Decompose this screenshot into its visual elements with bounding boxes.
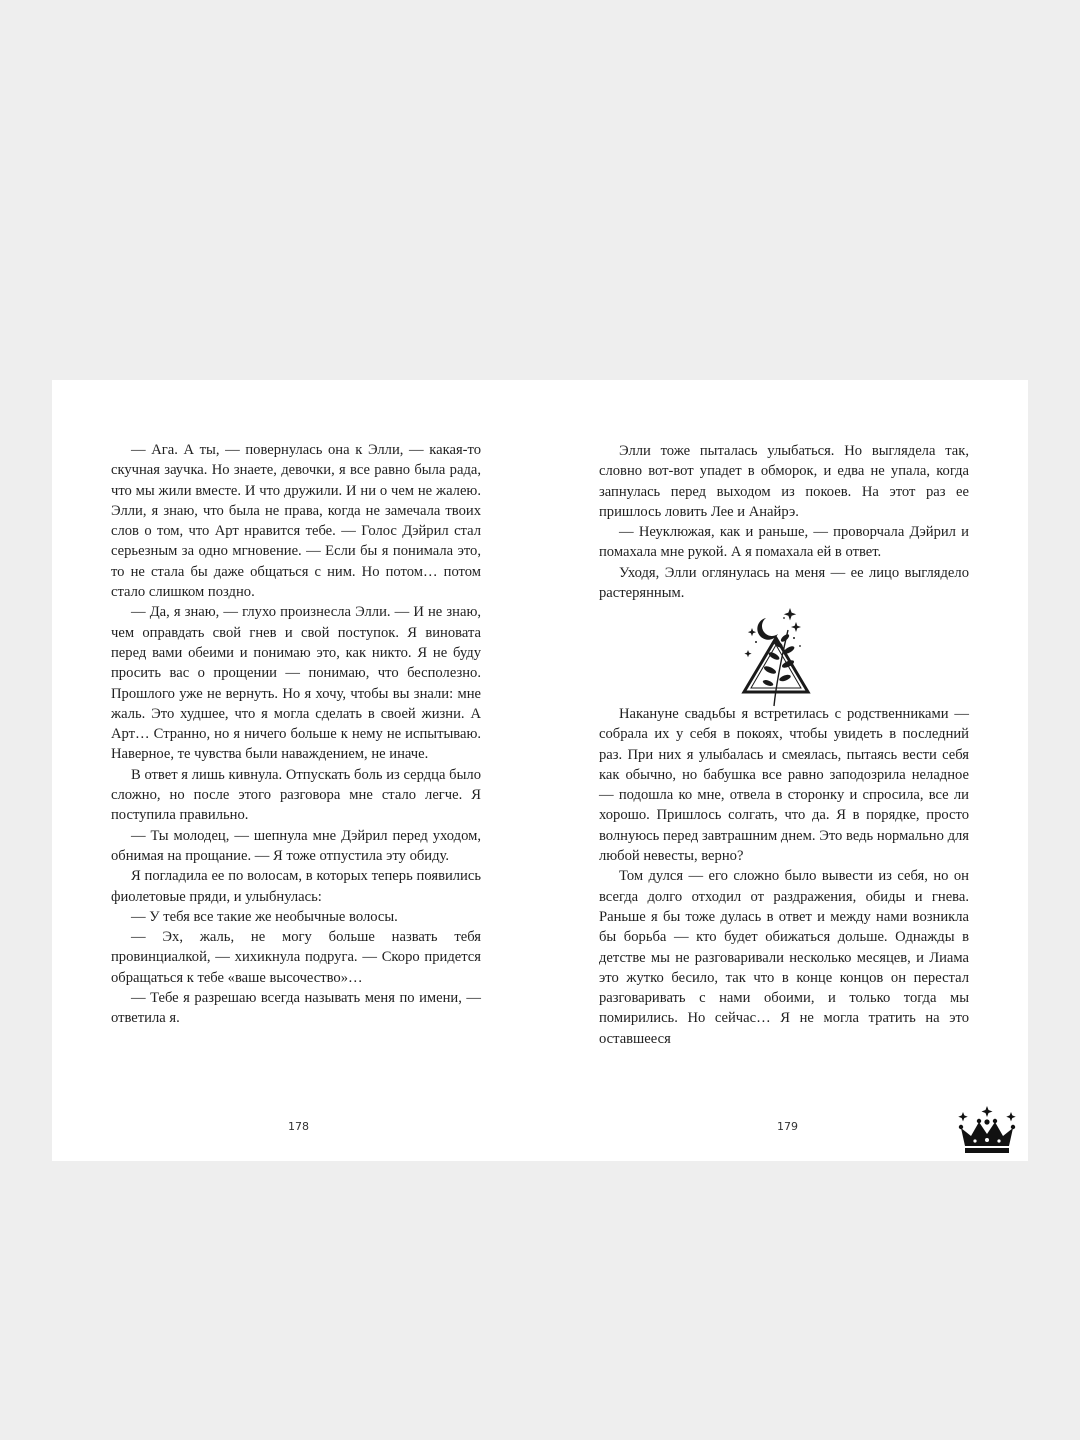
paragraph: — Эх, жаль, не могу больше назвать тебя провинциалкой, — хихикнула подруга. — Скоро придется обращаться к тебе «ваше высочество»… xyxy=(111,929,481,986)
paragraph: — Неуклюжая, как и раньше, — проворчала Дэйрил и помахала мне рукой. А я помахала ей в ответ. xyxy=(599,524,969,561)
paragraph: — У тебя все такие же необычные волосы. xyxy=(131,908,398,925)
paragraph: — Ага. А ты, — повернулась она к Элли, — какая-то скучная заучка. Но знаете, девочки, я все равно была рада, что мы жили вместе. И что дружили. И ни о чем не жалею. Элли, я знаю, что была не права, когда не замечала твоих слов о том, что Арт нравится тебе. — Голос Дэйрил стал серьезным за одно мгновение. — Если бы я понимала это, то не стала бы даже общаться с ним. Но потом… потом стало слишком поздно. xyxy=(111,442,481,601)
book-spread xyxy=(52,380,1028,1161)
left-page xyxy=(52,380,540,1161)
page-number-left: 178 xyxy=(288,1120,309,1133)
paragraph: Элли тоже пыталась улыбаться. Но выглядела так, словно вот-вот упадет в обморок, и едва не упала, когда запнулась перед выходом из покоев. На этот раз ее пришлось ловить Лее и Анайрэ. xyxy=(599,443,969,520)
triangle-moon-leaf-ornament-icon xyxy=(738,608,814,708)
right-page xyxy=(540,380,1028,1161)
paragraph: Уходя, Элли оглянулась на меня — ее лицо выглядело растерянным. xyxy=(599,564,969,602)
crown-icon xyxy=(955,1106,1019,1154)
paragraph: Я погладила ее по волосам, в которых теперь появились фиолетовые пряди, и улыбнулась: xyxy=(111,868,481,905)
paragraph: Том дулся — его сложно было вывести из себя, но он всегда долго отходил от раздражения, обиды и гнева. Раньше я бы тоже дулась в ответ и между нами возникла бы борьба — кто будет обижаться дольше. Однажды в детстве мы не разговаривали несколько месяцев, и Лиама это жутко бесило, так что в конце концов он перестал разговаривать с нами обоими, и только тогда мы помирились. Но сейчас… Я не могла тратить на это оставшееся xyxy=(599,868,969,1047)
paragraph: — Тебе я разрешаю всегда называть меня по имени, — ответила я. xyxy=(111,990,481,1027)
left-page-text xyxy=(111,440,481,1029)
page-number-right: 179 xyxy=(777,1120,798,1133)
paragraph: Накануне свадьбы я встретилась с родственниками — собрала их у себя в покоях, чтобы увидеть в последний раз. При них я улыбалась и смеялась, пытаясь вести себя как обычно, но бабушка все равно заподозрила неладное — подошла ко мне, отвела в сторонку и спросила, все ли хорошо. Пришлось солгать, что да. Я в порядке, просто волнуюсь перед завтрашним днем. Это ведь нормально для любой невесты, верно? xyxy=(599,706,969,865)
right-page-text-top xyxy=(599,441,969,603)
paragraph: — Ты молодец, — шепнула мне Дэйрил перед уходом, обнимая на прощание. — Я тоже отпустила эту обиду. xyxy=(111,827,481,864)
paragraph: — Да, я знаю, — глухо произнесла Элли. — И не знаю, чем оправдать свой гнев и свой поступок. Я виновата перед вами обеими и понимаю это, как никто. Я не буду просить вас о прощении — понимаю, что бесполезно. Прошлого уже не вернуть. Но я хочу, чтобы вы знали: мне жаль. Это худшее, что я могла сделать в своей жизни. А Арт… Странно, но я ничего больше к нему не испытываю. Наверное, те чувства были наваждением, не иначе. xyxy=(111,604,481,763)
right-page-text-bottom xyxy=(599,704,969,1049)
paragraph: В ответ я лишь кивнула. Отпускать боль из сердца было сложно, но после этого разговора мне стало легче. Я поступила правильно. xyxy=(111,766,481,824)
